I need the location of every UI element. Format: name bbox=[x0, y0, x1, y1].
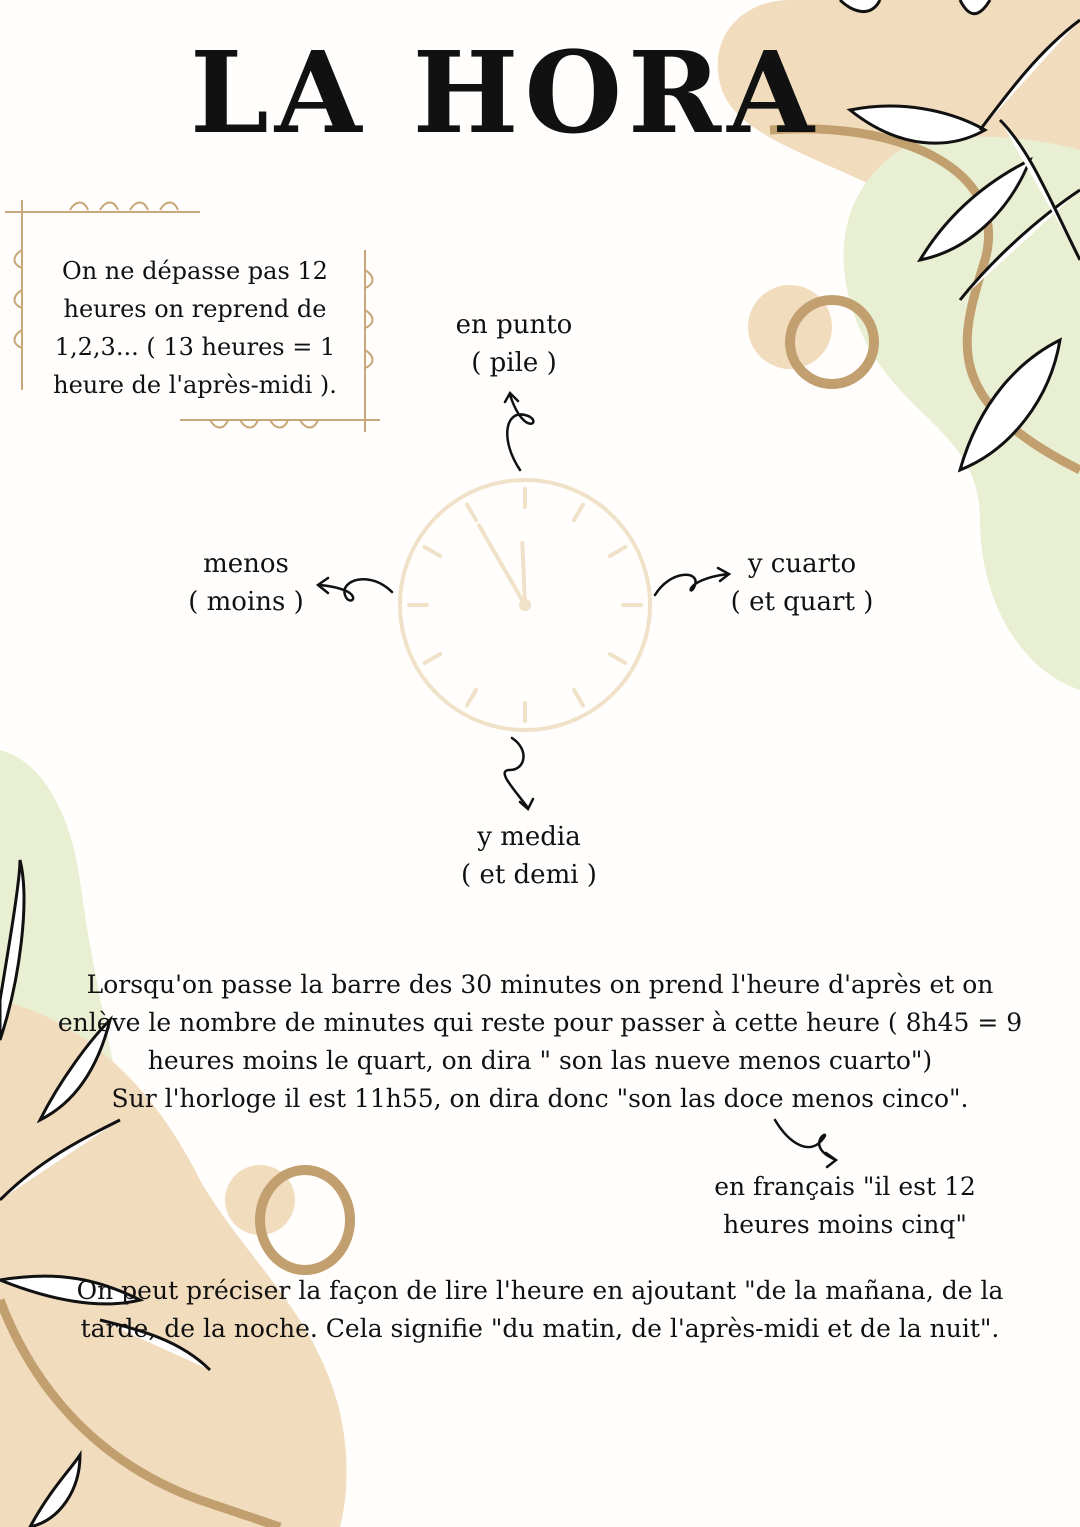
label-y-cuarto: y cuarto bbox=[747, 549, 857, 579]
hour-hand bbox=[522, 543, 525, 605]
clock-tick bbox=[574, 690, 583, 706]
explanation-line-2: Sur l'horloge il est 11h55, on dira donc "son las doce menos cinco". bbox=[111, 1084, 969, 1113]
label-y-media: y media bbox=[477, 822, 581, 852]
label-et-quart: ( et quart ) bbox=[730, 587, 874, 617]
page-title: LA HORA bbox=[190, 28, 820, 159]
label-menos: menos bbox=[203, 549, 289, 579]
minute-hand bbox=[479, 525, 525, 605]
clock-tick bbox=[467, 505, 476, 521]
clock-tick bbox=[610, 654, 626, 663]
label-left bbox=[146, 545, 346, 621]
clock-tick bbox=[610, 547, 626, 556]
note-twelve-hours: On ne dépasse pas 12 heures on reprend de 1,2,3... ( 13 heures = 1 heure de l'après-midi ). bbox=[53, 257, 337, 399]
explanation-line-1: Lorsqu'on passe la barre des 30 minutes on prend l'heure d'après et on enlève le nombre de minutes qui reste pour passer à cette heure ( 8h45 = 9 heures moins le quart, on dira " son las nueve menos cuarto") bbox=[57, 970, 1023, 1075]
label-et-demi: ( et demi ) bbox=[461, 860, 597, 890]
clock-tick bbox=[425, 547, 441, 556]
label-moins: ( moins ) bbox=[188, 587, 304, 617]
explanation-paragraph bbox=[50, 966, 1030, 1118]
label-en-punto: en punto bbox=[455, 310, 573, 340]
clock bbox=[395, 475, 655, 735]
clock-tick bbox=[425, 654, 441, 663]
label-right bbox=[702, 545, 902, 621]
final-note: On peut préciser la façon de lire l'heure en ajoutant "de la mañana, de la tarde, de la noche. Cela signifie "du matin, de l'après-midi et de la nuit". bbox=[76, 1276, 1004, 1343]
label-pile: ( pile ) bbox=[471, 348, 557, 378]
label-top bbox=[414, 306, 614, 382]
label-bottom bbox=[429, 818, 629, 894]
clock-center bbox=[519, 599, 531, 611]
clock-tick bbox=[467, 690, 476, 706]
french-translation: en français "il est 12 heures moins cinq" bbox=[714, 1172, 976, 1239]
clock-tick bbox=[574, 505, 583, 521]
